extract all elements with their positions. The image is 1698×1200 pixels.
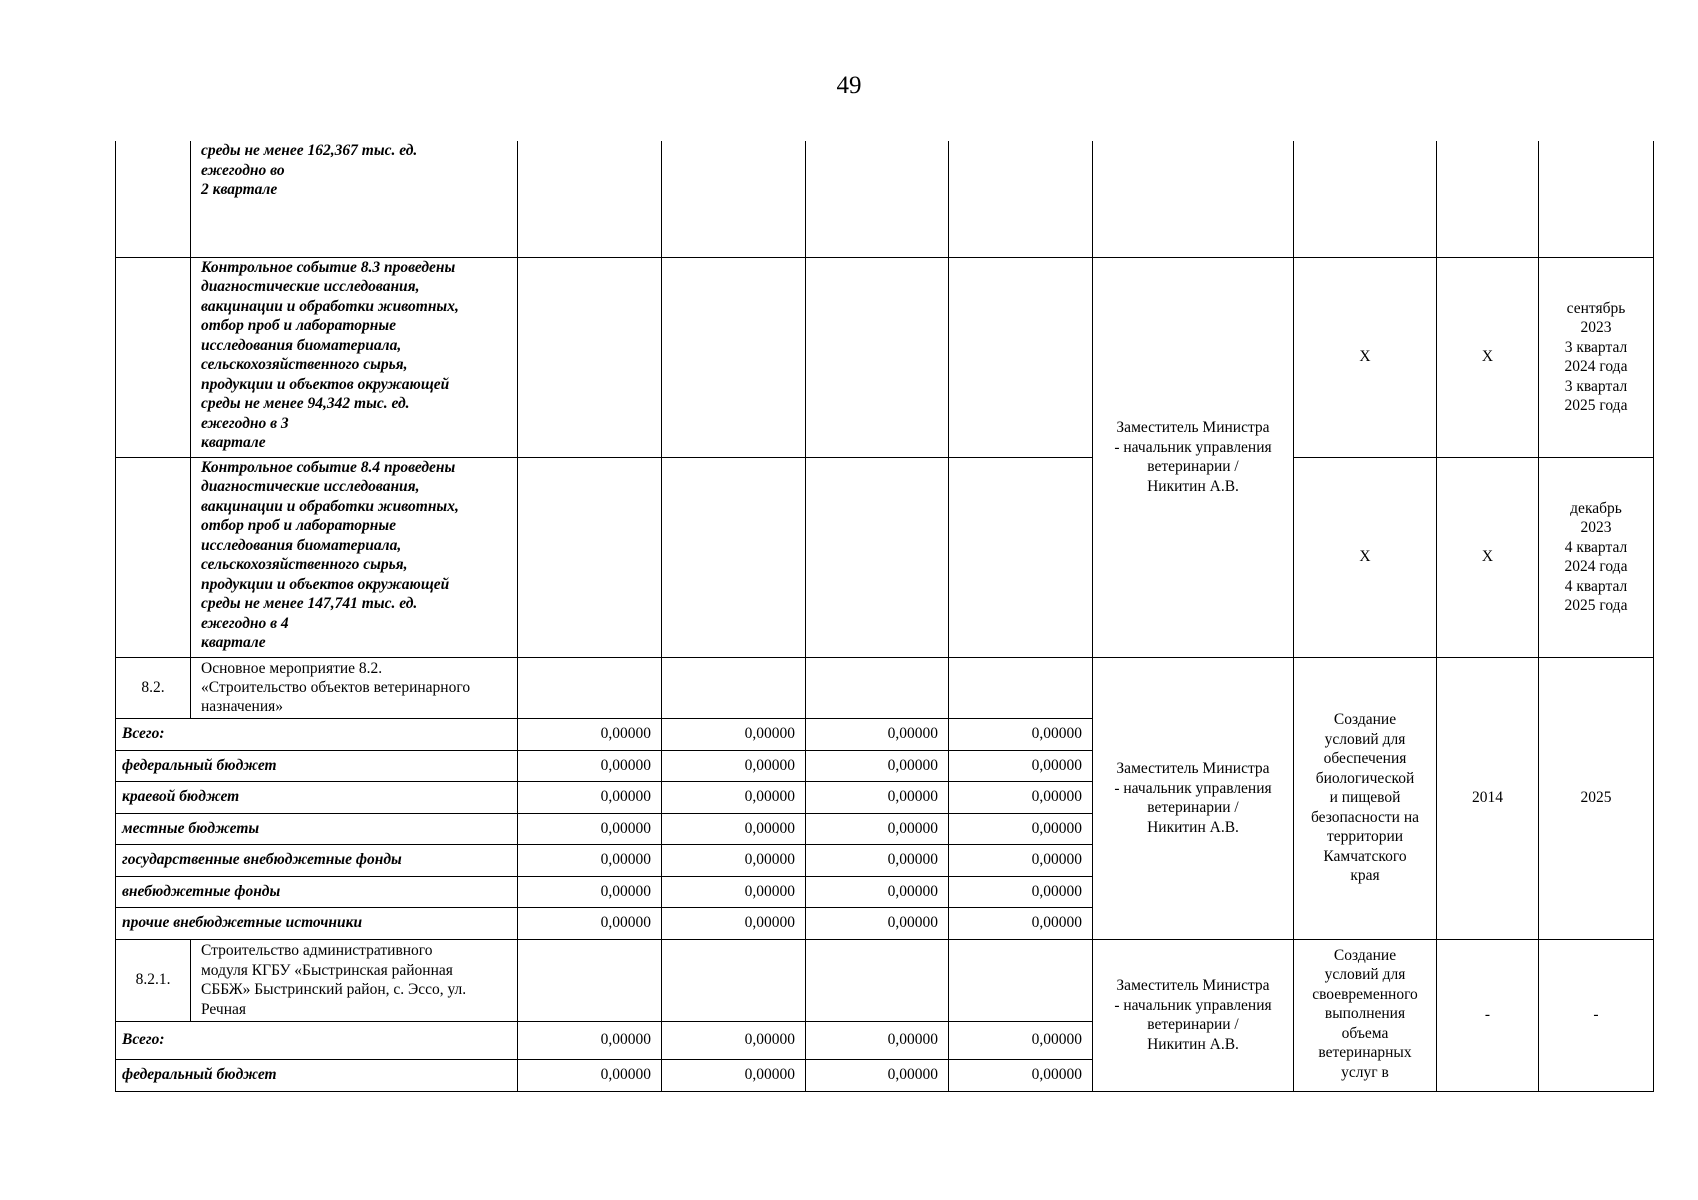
funding-label: Всего: (116, 1021, 518, 1059)
event-8-3-end: сентябрь 2023 3 квартал 2024 года 3 квартал 2025 года (1539, 257, 1654, 457)
event-8-4-text: Контрольное событие 8.4 проведены диагностические исследования, вакцинации и обработки животных, отбор проб и лабораторные исследования биоматериала, сельскохозяйственного сырья, продукции и объектов окружающей среды не менее 147,741 тыс. ед. ежегодно в 4 квартале (191, 457, 518, 657)
funding-label: прочие внебюджетные источники (116, 907, 518, 939)
measure-8-2-number: 8.2. (116, 657, 191, 718)
table-row (116, 141, 1654, 257)
funding-value: 0,00000 (949, 907, 1093, 939)
funding-value: 0,00000 (949, 1059, 1093, 1091)
measure-8-2-end-year: 2025 (1539, 657, 1654, 939)
measure-8-2-responsible: Заместитель Министра - начальник управления ветеринарии / Никитин А.В. (1093, 657, 1294, 939)
funding-value: 0,00000 (662, 844, 806, 876)
measure-8-2-1-title: Строительство административного модуля КГБУ «Быстринская районная СББЖ» Быстринский район, с. Эссо, ул. Речная (191, 939, 518, 1021)
measure-8-2-1-start: - (1437, 939, 1539, 1091)
funding-value: 0,00000 (518, 907, 662, 939)
table-row (116, 939, 1654, 1021)
funding-value: 0,00000 (662, 876, 806, 907)
funding-label: федеральный бюджет (116, 750, 518, 781)
funding-value: 0,00000 (806, 813, 949, 844)
funding-value: 0,00000 (662, 1059, 806, 1091)
funding-value: 0,00000 (662, 718, 806, 750)
funding-value: 0,00000 (949, 718, 1093, 750)
funding-value: 0,00000 (949, 844, 1093, 876)
funding-value: 0,00000 (806, 718, 949, 750)
funding-value: 0,00000 (949, 781, 1093, 813)
event-8-4-start: X (1437, 457, 1539, 657)
funding-label: государственные внебюджетные фонды (116, 844, 518, 876)
measure-8-2-1-responsible: Заместитель Министра - начальник управления ветеринарии / Никитин А.В. (1093, 939, 1294, 1091)
table-row (116, 457, 1654, 657)
measure-8-2-1-result: Создание условий для своевременного выполнения объема ветеринарных услуг в (1294, 939, 1437, 1091)
funding-value: 0,00000 (518, 844, 662, 876)
measure-8-2-start-year: 2014 (1437, 657, 1539, 939)
page-number: 49 (836, 72, 862, 99)
event-8-3-start: X (1437, 257, 1539, 457)
funding-value: 0,00000 (662, 813, 806, 844)
funding-value: 0,00000 (518, 876, 662, 907)
funding-value: 0,00000 (949, 750, 1093, 781)
event-8-4-result: X (1294, 457, 1437, 657)
funding-value: 0,00000 (662, 781, 806, 813)
funding-value: 0,00000 (518, 1021, 662, 1059)
measure-8-2-title: Основное мероприятие 8.2. «Строительство объектов ветеринарного назначения» (191, 657, 518, 718)
measure-8-2-1-number: 8.2.1. (116, 939, 191, 1021)
funding-value: 0,00000 (949, 1021, 1093, 1059)
funding-value: 0,00000 (806, 844, 949, 876)
funding-value: 0,00000 (806, 876, 949, 907)
table-row (116, 657, 1654, 718)
funding-value: 0,00000 (662, 750, 806, 781)
funding-value: 0,00000 (806, 1021, 949, 1059)
funding-value: 0,00000 (949, 876, 1093, 907)
funding-value: 0,00000 (806, 1059, 949, 1091)
event-8-2-continuation: среды не менее 162,367 тыс. ед. ежегодно во 2 квартале (191, 141, 518, 257)
funding-value: 0,00000 (806, 781, 949, 813)
funding-value: 0,00000 (949, 813, 1093, 844)
funding-value: 0,00000 (518, 718, 662, 750)
event-8-4-end: декабрь 2023 4 квартал 2024 года 4 квартал 2025 года (1539, 457, 1654, 657)
event-responsible: Заместитель Министра - начальник управления ветеринарии / Никитин А.В. (1093, 257, 1294, 657)
event-8-3-text: Контрольное событие 8.3 проведены диагностические исследования, вакцинации и обработки животных, отбор проб и лабораторные исследования биоматериала, сельскохозяйственного сырья, продукции и объектов окружающей среды не менее 94,342 тыс. ед. ежегодно в 3 квартале (191, 257, 518, 457)
program-table (115, 141, 1654, 1092)
funding-label: федеральный бюджет (116, 1059, 518, 1091)
funding-label: местные бюджеты (116, 813, 518, 844)
funding-label: Всего: (116, 718, 518, 750)
measure-8-2-result: Создание условий для обеспечения биологической и пищевой безопасности на территории Камчатского края (1294, 657, 1437, 939)
table-row (116, 257, 1654, 457)
funding-value: 0,00000 (662, 1021, 806, 1059)
funding-value: 0,00000 (806, 750, 949, 781)
funding-value: 0,00000 (518, 813, 662, 844)
funding-value: 0,00000 (518, 781, 662, 813)
funding-value: 0,00000 (518, 1059, 662, 1091)
funding-value: 0,00000 (518, 750, 662, 781)
funding-label: внебюджетные фонды (116, 876, 518, 907)
event-8-3-result: X (1294, 257, 1437, 457)
funding-value: 0,00000 (662, 907, 806, 939)
funding-value: 0,00000 (806, 907, 949, 939)
funding-label: краевой бюджет (116, 781, 518, 813)
measure-8-2-1-end: - (1539, 939, 1654, 1091)
